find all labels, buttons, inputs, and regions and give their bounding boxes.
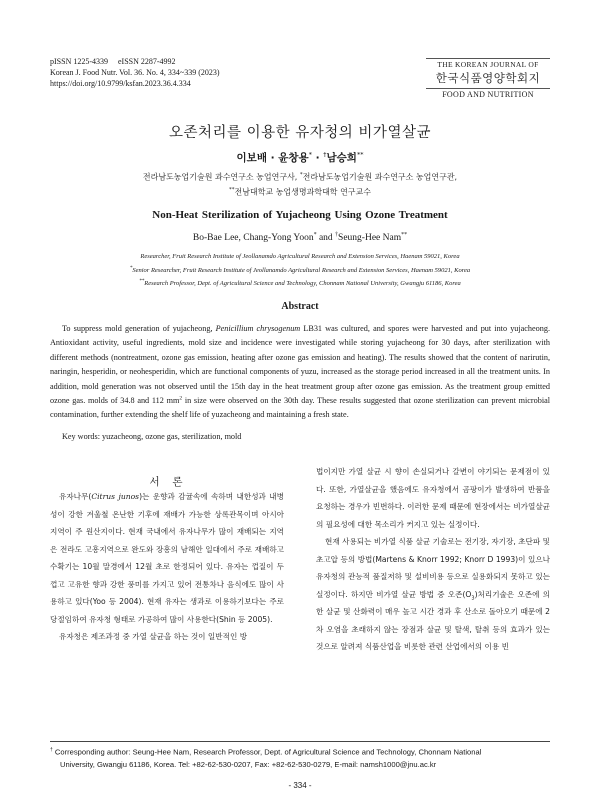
footnote-line-2: University, Gwangju 61186, Korea. Tel: +82-62-530-0207, Fax: +82-62-530-0279, E-mail: namsh1000@jnu.ac.kr [60, 759, 437, 769]
intro-p1-text-a: 유자나무( [59, 492, 92, 501]
author-name-3: 남승희 [326, 152, 357, 164]
corresponding-footnote [50, 744, 550, 771]
affiliation-kr-3: 전남대학교 농업생명과학대학 연구교수 [234, 187, 371, 197]
journal-rule-bottom [426, 88, 550, 89]
intro-p3-text-a: 현재 사용되는 비가열 식품 살균 기술로는 전기장, 자기장, 초단파 및 초고압 등의 방법(Martens & Knorr 1992; Knorr D 1993)이 있으나 유자청의 관능적 품질저하 및 설비비용 등으로 실용화되지 못하고 있는 실정이다. 하지만 비가열 살균 방법 중 오존(O [316, 537, 550, 599]
intro-paragraph-1 [50, 488, 284, 628]
author-en-and: and [316, 233, 336, 244]
author-separator: · [311, 152, 324, 164]
column-left [50, 488, 284, 646]
column-right [316, 463, 550, 656]
affiliation-en-marker-2: * [129, 265, 133, 271]
intro-paragraph-3 [316, 533, 550, 656]
affiliation-kr-marker-3: ** [229, 186, 235, 193]
intro-p2-rest: 법이지만 가열 살균 시 향이 손실되거나 갈변이 야기되는 문제점이 있다. 또한, 가열살균을 했음에도 유자청에서 곰팡이가 발생하여 반품을 요청하는 경우가 빈번하다. 이러한 문제 때문에 현장에서는 비가열살균의 필요성에 대한 목소리가 커지고 있는 실정이다. [316, 467, 550, 529]
intro-p1-text-b: )는 운향과 감귤속에 속하며 내한성과 내병성이 강한 겨울철 온난한 기후에 재배가 가능한 상록관목이며 아시아 지역이 주 원산지이다. 현재 국내에서 유자나무가 많이 재배되는 지역은 전라도 고흥지역으로 완도와 장흥의 남해안 일대에서 주로 재배하고 수확기는 10월 말경에서 12월 초로 한정되어 있다. 유자는 껍질이 두껍고 고유한 향과 강한 풍미를 가지고 있어 전통차나 음식에도 많이 사용하고 있다(Yoo 등 2004). 현재 유자는 생과로 이용하기보다는 주로 당절임하여 유자청 형태로 가공하여 많이 사용한다(Shin 등 2005). [50, 492, 284, 624]
footnote-line-1 [50, 744, 550, 759]
author-en-name-3: Seung-Hee Nam [338, 233, 402, 244]
title-korean: 오존처리를 이용한 유자청의 비가열살균 [169, 125, 431, 141]
author-marker-3: ** [356, 150, 364, 159]
author-en-marker-1: * [313, 232, 317, 238]
issn-line: pISSN 1225-4339 eISSN 2287-4992 [50, 57, 176, 66]
footnote-text-1: Corresponding author: Seung-Hee Nam, Research Professor, Dept. of Agricultural Science and Technology, Chonnam National [52, 747, 482, 757]
corresponding-marker: † [323, 150, 327, 159]
affiliations-english [0, 251, 600, 290]
publication-meta [50, 56, 220, 89]
journal-name-kr: 한국식품영양학회지 [435, 71, 541, 85]
abstract-organism: Penicillium chrysogenum [215, 324, 301, 333]
journal-name-en-bottom: FOOD AND NUTRITION [442, 90, 534, 99]
affiliation-en-3-line [0, 276, 600, 290]
journal-logo [426, 58, 550, 99]
author-en-names-1: Bo-Bae Lee, Chang-Yong Yoon [192, 233, 314, 244]
affiliations-korean [0, 169, 600, 198]
abstract-text-3: in size were observed on the 30th day. These results suggested that ozone sterilization can prevent microbial contamination, further extending the shelf life of yuzacheong and maintaining a fresh state. [50, 396, 550, 420]
section-heading-introduction: 서 론 [149, 476, 185, 488]
intro-p2-first-line: 유자청은 제조과정 중 가열 살균을 하는 것이 일반적인 방 [59, 632, 248, 641]
abstract-text-1: To suppress mold generation of yujacheong, [62, 324, 216, 333]
intro-paragraph-2-cont [316, 463, 550, 533]
footnote-marker: † [50, 747, 53, 753]
affiliation-en-2: Senior Researcher, Fruit Research Institute of Jeollanamdo Agricultural Research and Extension Services, Haenam 59021, Korea [132, 266, 471, 274]
affiliation-en-1: Researcher, Fruit Research Institute of Jeollanamdo Agricultural Research and Extension Services, Haenam 59021, Korea [140, 253, 460, 260]
affiliation-kr-line-2 [0, 184, 600, 199]
authors-english [0, 232, 600, 243]
intro-paragraph-2-start [50, 628, 284, 646]
author-names-1: 이보배 · 윤창용 [236, 152, 309, 164]
affiliation-en-2-line [0, 263, 600, 277]
author-marker-1: * [308, 150, 312, 159]
intro-p3-subscript: 3 [471, 595, 475, 602]
journal-name-en-top: THE KOREAN JOURNAL OF [437, 60, 539, 69]
title-english: Non-Heat Sterilization of Yujacheong Using Ozone Treatment [152, 209, 448, 221]
affiliation-en-marker-3: ** [139, 279, 145, 285]
abstract-superscript: 2 [179, 395, 183, 402]
doi-link[interactable]: https://doi.org/10.9799/ksfan.2023.36.4.334 [50, 79, 191, 88]
footnote-rule [50, 741, 550, 742]
affiliation-en-3: Research Professor, Dept. of Agricultural Science and Technology, Chonnam National University, Gwangju 61186, Korea [144, 280, 461, 288]
author-en-corresponding-marker: † [335, 232, 339, 238]
affiliation-kr-2: 전라남도농업기술원 과수연구소 농업연구관, [302, 172, 458, 182]
author-en-marker-3: ** [401, 232, 408, 238]
affiliation-kr-1: 전라남도농업기술원 과수연구소 농업연구사, [142, 172, 298, 182]
abstract-text-2: LB31 was cultured, and spores were harvested and put into yujacheong. Antioxidant activity, useful ingredients, mold size and incidence were investigated while storing yujacheong for 30 days, after sterilization with different methods (nontreatment, ozone gas emission, heating after ozone gas emission and heating). The results showed that the content of narirutin, naringin, hesperidin, or neohesperidin, which are functional components of yuzu, increased as the storage period increased in all the treatment units. In addition, mold generation was not observed until the 15th day in the heat treatment group after ozone gas emission. As the treatment group emitted ozone gas. molds of 34.8 and 112 mm [50, 324, 550, 406]
affiliation-kr-line-1 [0, 169, 600, 184]
authors-korean [0, 150, 600, 165]
intro-species-name: Citrus junos [91, 492, 140, 501]
affiliation-kr-marker-2: * [299, 172, 303, 178]
page-number: - 334 - [288, 781, 312, 790]
abstract-body [50, 322, 550, 423]
citation-line: Korean J. Food Nutr. Vol. 36. No. 4, 334~339 (2023) [50, 68, 220, 77]
abstract-heading: Abstract [281, 301, 319, 312]
journal-rule-top [426, 58, 550, 59]
keywords: Key words: yuzacheong, ozone gas, sterilization, mold [62, 432, 242, 441]
intro-p3-text-b: )처리기술은 오존에 의한 살균 및 산화력이 매우 높고 시간 경과 후 산소로 돌아오기 때문에 2차 오염을 초래하지 않는 장점과 살균 및 탈색, 탈취 등의 효과가 있는 것으로 알려져 식품산업을 비롯한 관련 산업에서의 이용 빈 [316, 589, 551, 651]
